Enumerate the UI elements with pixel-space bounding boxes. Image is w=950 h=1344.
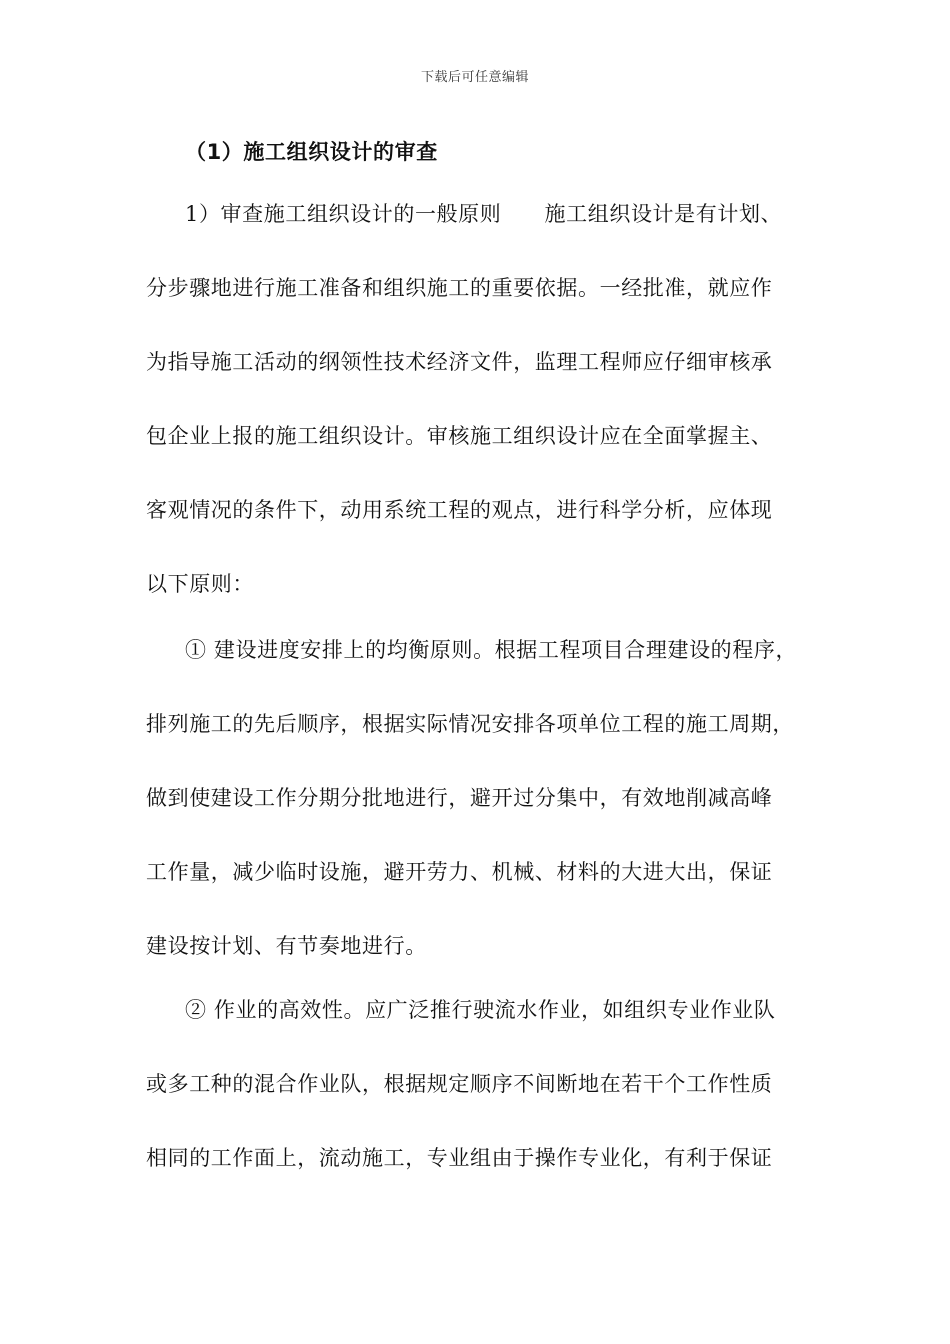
page-header: 下载后可任意编辑 xyxy=(420,70,529,85)
paragraph-line: 包企业上报的施工组织设计。审核施工组织设计应在全面掌握主、 xyxy=(146,424,773,448)
paragraph-line: 客观情况的条件下，动用系统工程的观点，进行科学分析，应体现 xyxy=(146,498,773,522)
paragraph-line: 做到使建设工作分期分批地进行，避开过分集中，有效地削减高峰 xyxy=(146,786,773,810)
paragraph-line: 分步骤地进行施工准备和组织施工的重要依据。一经批准，就应作 xyxy=(146,276,773,300)
paragraph-line: ① 建设进度安排上的均衡原则。根据工程项目合理建设的程序， xyxy=(185,638,798,662)
paragraph-line: 以下原则： xyxy=(146,572,254,596)
paragraph-line: 为指导施工活动的纲领性技术经济文件，监理工程师应仔细审核承 xyxy=(146,350,773,374)
paragraph-line: 或多工种的混合作业队，根据规定顺序不间断地在若干个工作性质 xyxy=(146,1072,773,1096)
paragraph-line: ② 作业的高效性。应广泛推行驶流水作业，如组织专业作业队 xyxy=(185,998,776,1022)
paragraph-line: 相同的工作面上，流动施工，专业组由于操作专业化，有利于保证 xyxy=(146,1146,773,1170)
paragraph-line: 工作量，减少临时设施，避开劳力、机械、材料的大进大出，保证 xyxy=(146,860,773,884)
paragraph-line: 排列施工的先后顺序，根据实际情况安排各项单位工程的施工周期， xyxy=(146,712,794,736)
paragraph-line: 建设按计划、有节奏地进行。 xyxy=(146,934,427,958)
section-heading: （1）施工组织设计的审查 xyxy=(185,140,438,164)
paragraph-line: 1）审查施工组织设计的一般原则 施工组织设计是有计划、 xyxy=(185,202,783,226)
